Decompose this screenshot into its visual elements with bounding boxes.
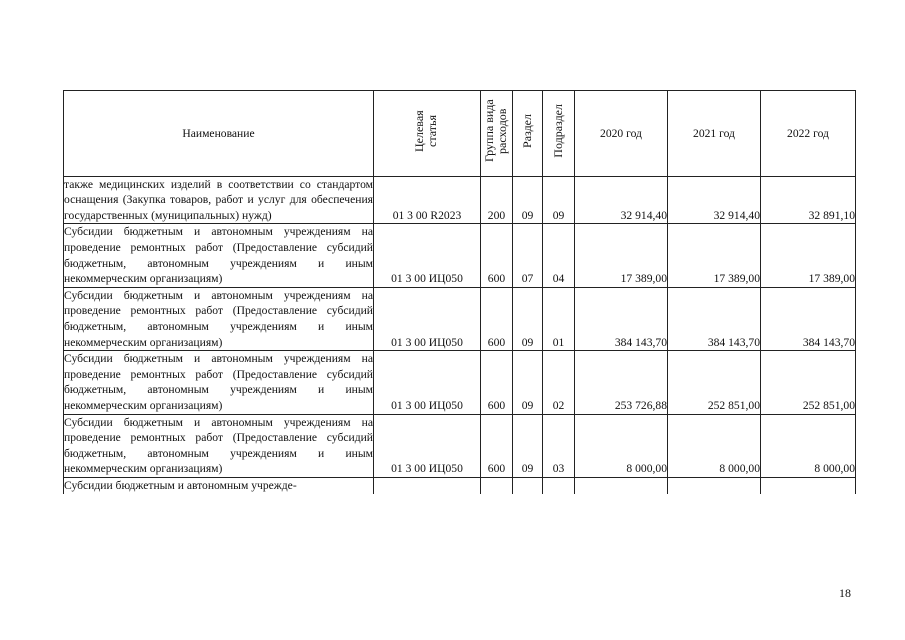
row-target: 01 3 00 ИЦ050	[374, 414, 481, 477]
row-subsection: 03	[543, 414, 575, 477]
page-number: 18	[839, 586, 851, 600]
row-2022: 252 851,00	[761, 351, 856, 414]
table-row	[64, 176, 856, 224]
row-group: 600	[481, 287, 513, 350]
row-2020: 384 143,70	[575, 287, 668, 350]
row-section: 07	[513, 224, 543, 287]
row-2020: 8 000,00	[575, 414, 668, 477]
row-subsection: 04	[543, 224, 575, 287]
row-target: 01 3 00 ИЦ050	[374, 351, 481, 414]
header-2022: 2022 год	[761, 91, 856, 177]
row-2022: 384 143,70	[761, 287, 856, 350]
table-row	[64, 414, 856, 477]
header-2021: 2021 год	[668, 91, 761, 177]
row-group: 600	[481, 351, 513, 414]
row-2022: 32 891,10	[761, 176, 856, 224]
header-subsection: Подраздел	[543, 91, 575, 177]
row-group: 600	[481, 224, 513, 287]
header-row	[64, 91, 856, 177]
row-section: 09	[513, 351, 543, 414]
row-2021: 17 389,00	[668, 224, 761, 287]
continuation-text: Субсидии бюджетным и автономным учрежде-	[64, 477, 374, 494]
row-2020: 32 914,40	[575, 176, 668, 224]
header-2020: 2020 год	[575, 91, 668, 177]
row-2021: 32 914,40	[668, 176, 761, 224]
row-target: 01 3 00 R2023	[374, 176, 481, 224]
table-row	[64, 224, 856, 287]
row-2021: 252 851,00	[668, 351, 761, 414]
header-group: Группа вида расходов	[481, 91, 513, 177]
row-2020: 253 726,88	[575, 351, 668, 414]
table-row	[64, 351, 856, 414]
row-name: Субсидии бюджетным и автономным учреждениям на проведение ремонтных работ (Предоставление субсидий бюджетным, автономным учреждениям и иным некоммерческим организациям)	[64, 287, 374, 350]
row-section: 09	[513, 287, 543, 350]
row-2022: 17 389,00	[761, 224, 856, 287]
row-2020: 17 389,00	[575, 224, 668, 287]
header-target: Целевая статья	[374, 91, 481, 177]
row-2022: 8 000,00	[761, 414, 856, 477]
row-subsection: 02	[543, 351, 575, 414]
row-target: 01 3 00 ИЦ050	[374, 287, 481, 350]
table-row	[64, 287, 856, 350]
header-section: Раздел	[513, 91, 543, 177]
row-name: Субсидии бюджетным и автономным учреждениям на проведение ремонтных работ (Предоставление субсидий бюджетным, автономным учреждениям и иным некоммерческим организациям)	[64, 414, 374, 477]
continuation-row	[64, 477, 856, 494]
row-name: Субсидии бюджетным и автономным учреждениям на проведение ремонтных работ (Предоставление субсидий бюджетным, автономным учреждениям и иным некоммерческим организациям)	[64, 224, 374, 287]
header-name: Наименование	[64, 91, 374, 177]
row-name: Субсидии бюджетным и автономным учреждениям на проведение ремонтных работ (Предоставление субсидий бюджетным, автономным учреждениям и иным некоммерческим организациям)	[64, 351, 374, 414]
budget-table	[63, 90, 856, 494]
row-group: 200	[481, 176, 513, 224]
row-2021: 8 000,00	[668, 414, 761, 477]
row-2021: 384 143,70	[668, 287, 761, 350]
row-group: 600	[481, 414, 513, 477]
row-name: также медицинских изделий в соответствии со стандартом оснащения (Закупка товаров, работ и услуг для обеспечения государственных (муниципальных) нужд)	[64, 176, 374, 224]
row-section: 09	[513, 176, 543, 224]
row-target: 01 3 00 ИЦ050	[374, 224, 481, 287]
row-section: 09	[513, 414, 543, 477]
row-subsection: 01	[543, 287, 575, 350]
row-subsection: 09	[543, 176, 575, 224]
